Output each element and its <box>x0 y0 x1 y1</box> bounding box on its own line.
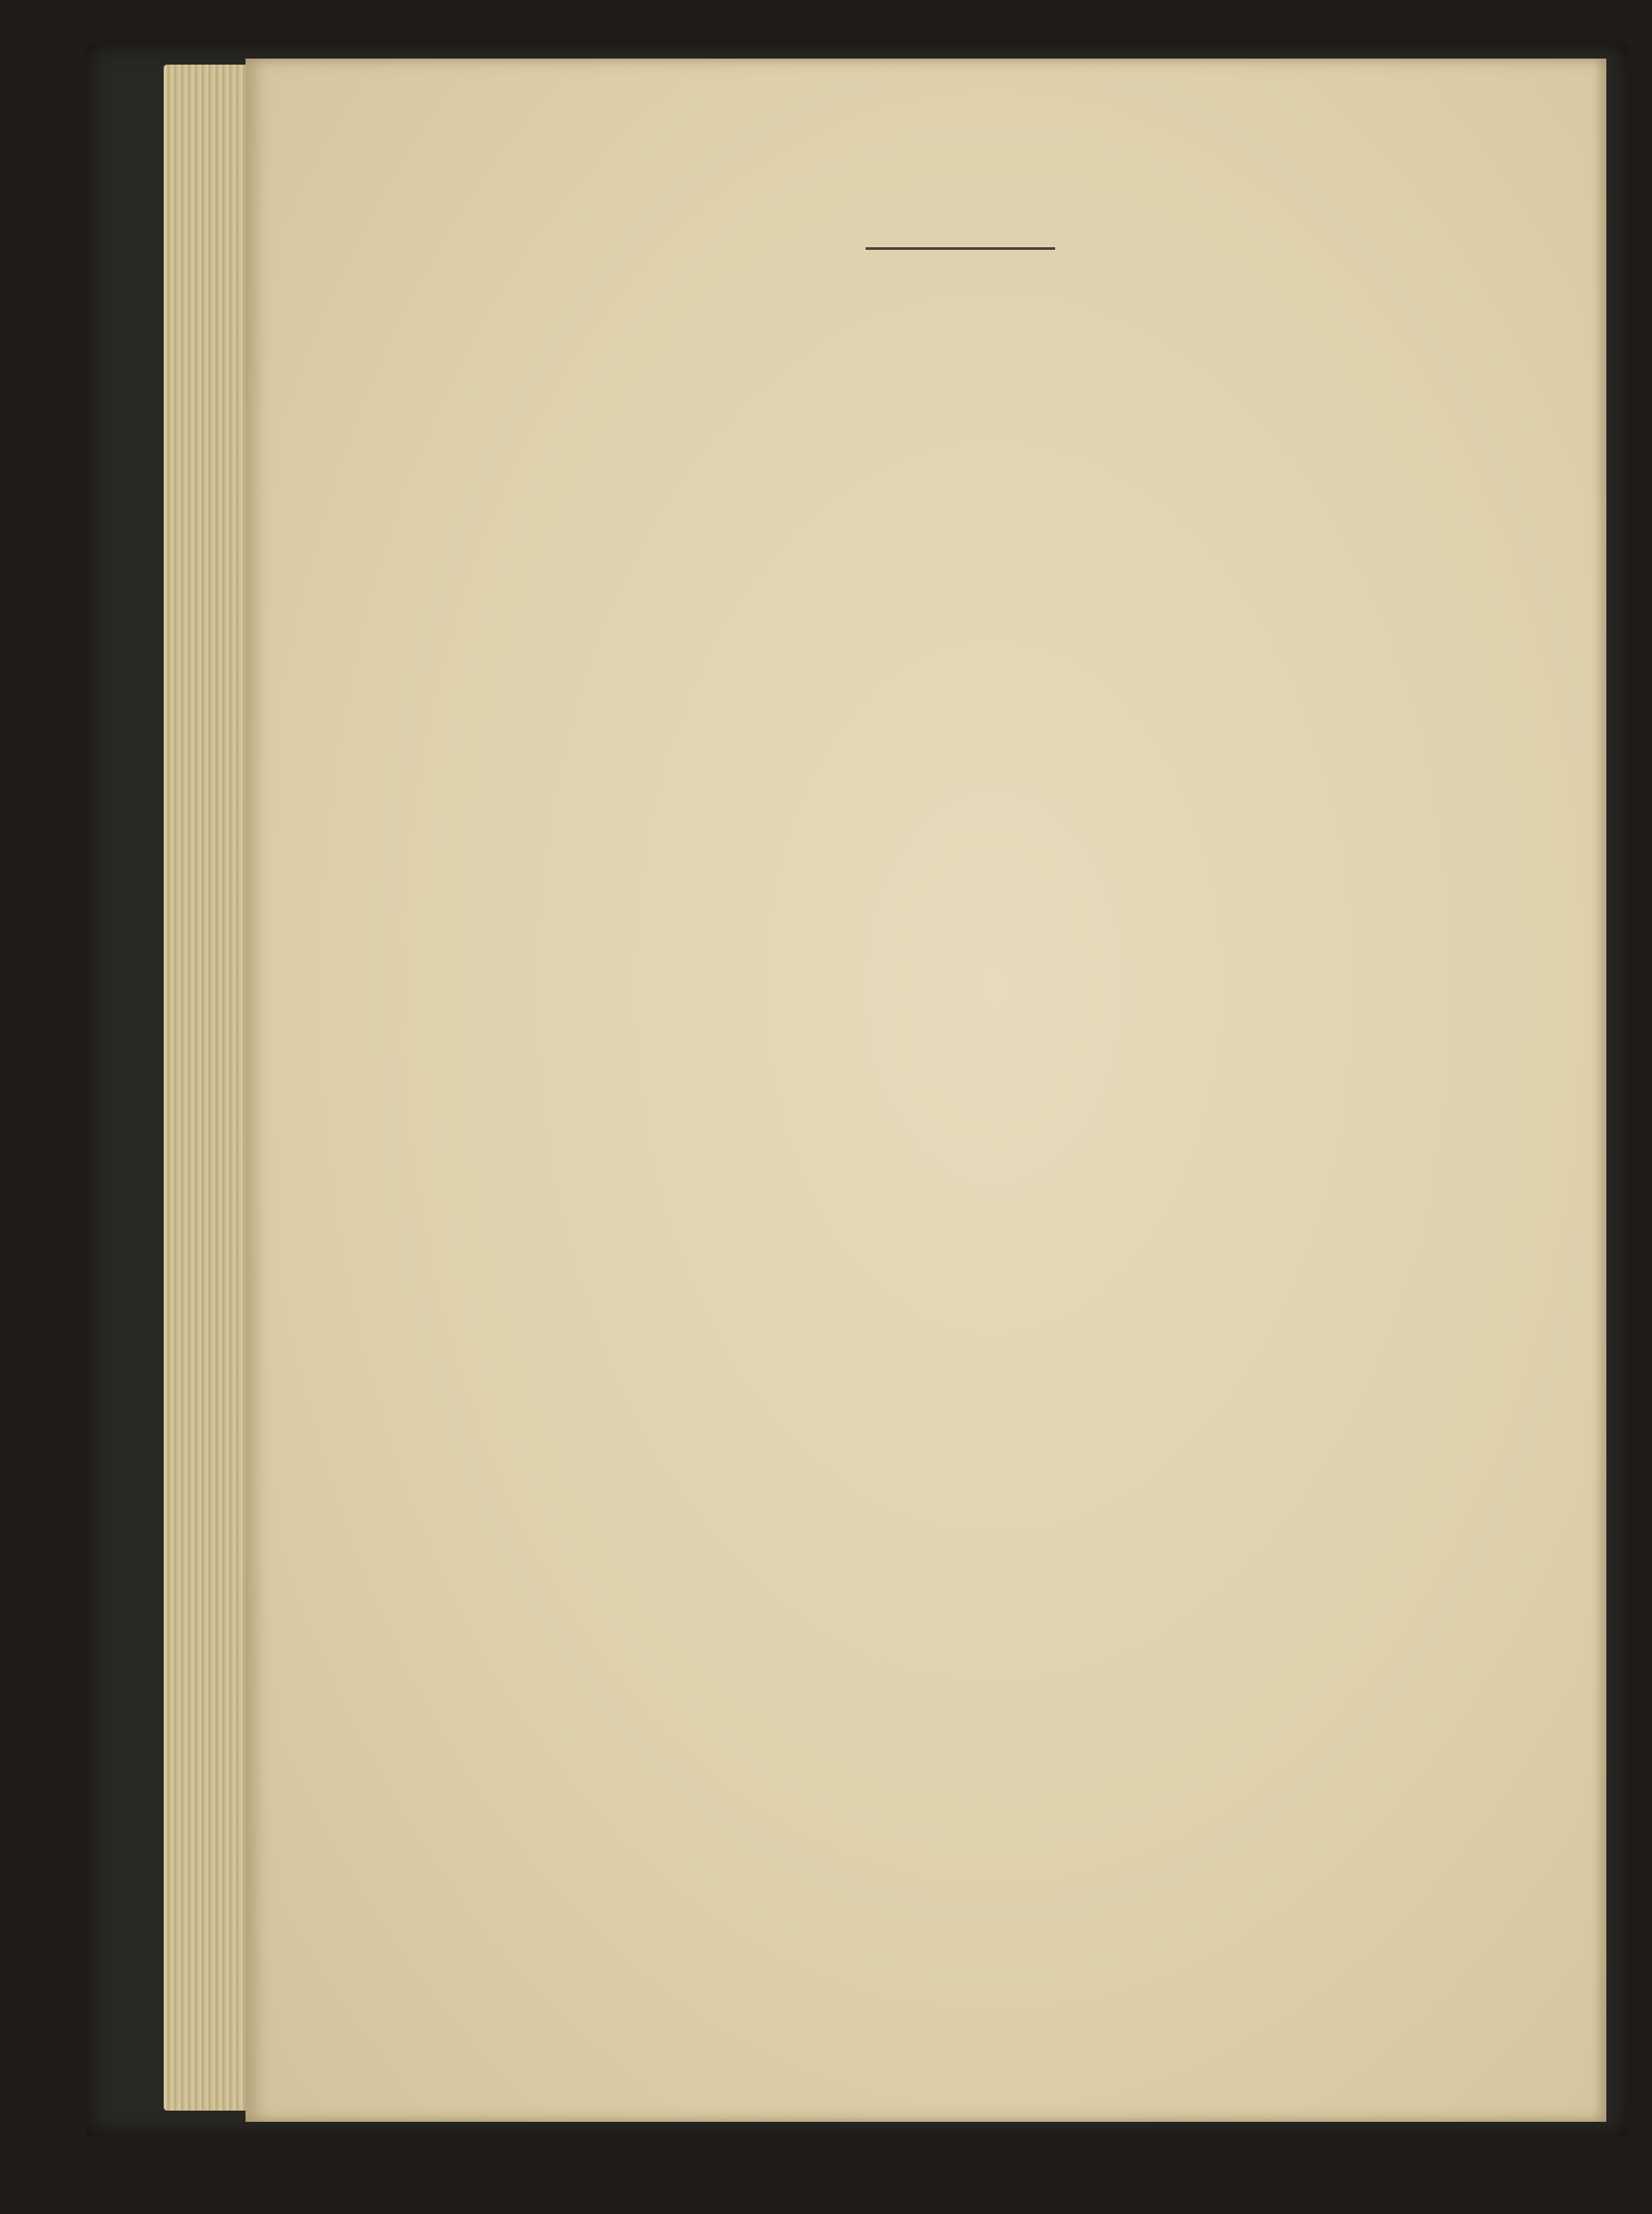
book-page <box>245 59 1606 2122</box>
page-edges <box>164 65 254 2111</box>
page-body <box>561 293 1424 312</box>
page-number-rule <box>866 247 1055 250</box>
